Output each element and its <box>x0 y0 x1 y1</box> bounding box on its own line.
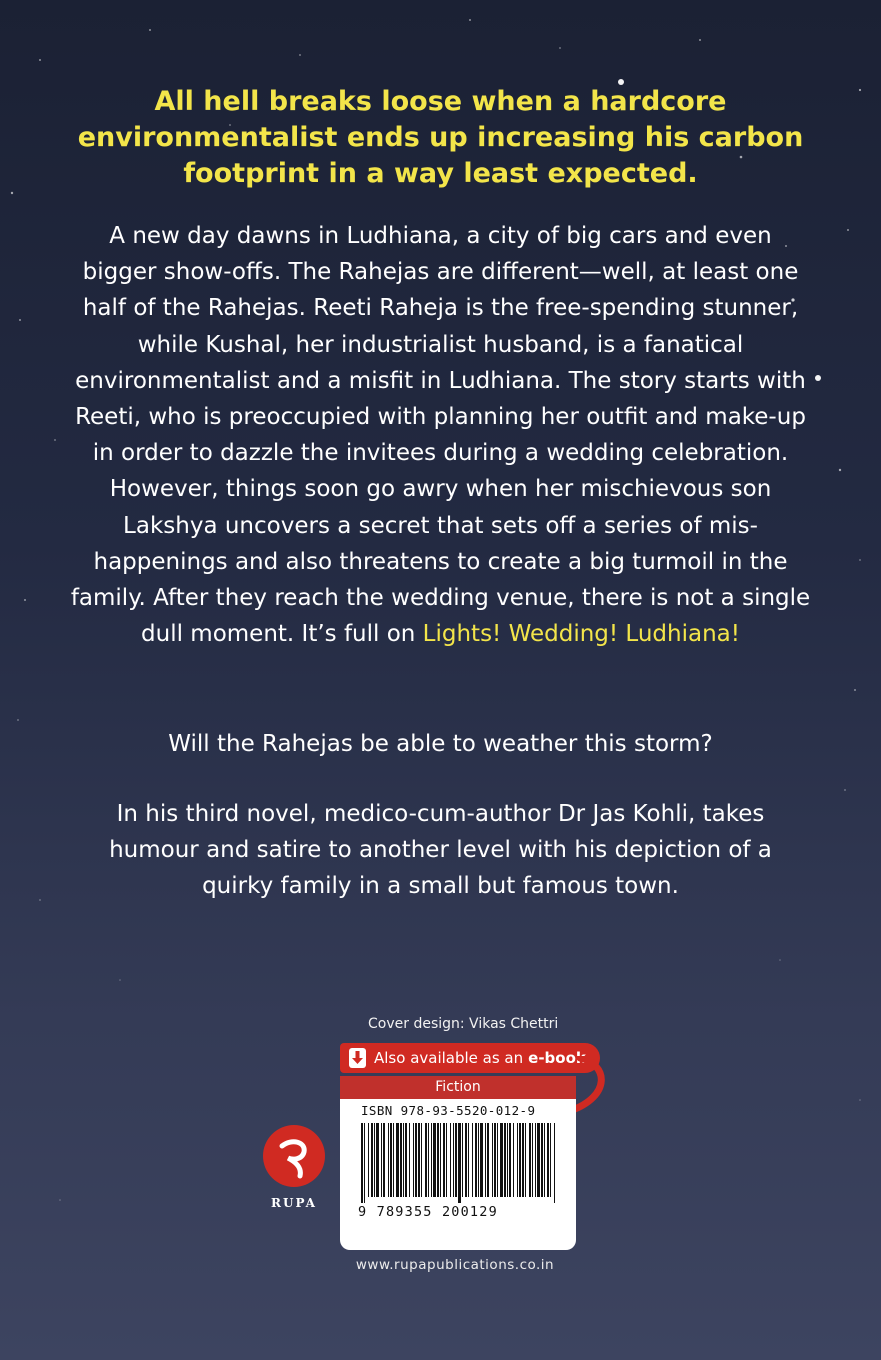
publisher-name: RUPA <box>271 1196 317 1210</box>
ebook-label-bold: e-book <box>528 1049 586 1067</box>
question-line: Will the Rahejas be able to weather this storm? <box>168 731 713 757</box>
isbn-text: ISBN 978-93-5520-012-9 <box>361 1103 536 1118</box>
author-note: In his third novel, medico-cum-author Dr Jas Kohli, takes humour and satire to another level with his depiction of a quirky family in a small but famous town. <box>109 801 772 899</box>
barcode-panel <box>340 1076 576 1250</box>
download-icon <box>349 1048 366 1068</box>
publisher-website: www.rupapublications.co.in <box>355 1257 555 1273</box>
synopsis-text: A new day dawns in Ludhiana, a city of big cars and even bigger show-offs. The Rahejas are different—well, at least one half of the Rahejas. Reeti Raheja is the free-spending stunner, while Kushal, her industrialist husband, is a fanatical environmentalist and a misfit in Ludhiana. The story starts with Reeti, who is preoccupied with planning her outfit and make-up in order to dazzle the invitees during a wedding celebration. However, things soon go awry when her mischievous son Lakshya uncovers a secret that sets off a series of mis-happenings and also threatens to create a big turmoil in the family. After they reach the wedding venue, there is not a single dull moment. It’s full on <box>70 223 811 648</box>
tagline: All hell breaks loose when a hardcore environmentalist ends up increasing his carbon footprint in a way least expected. <box>77 86 804 189</box>
cover-credit: Cover design: Vikas Chettri <box>368 1016 559 1032</box>
synopsis <box>70 218 811 652</box>
rupa-logo <box>262 1124 326 1188</box>
title-highlight: Lights! Wedding! Ludhiana! <box>422 621 740 648</box>
barcode-number: 9 789355 200129 <box>358 1204 498 1220</box>
ebook-label: Also available as an <box>374 1049 524 1067</box>
genre-label: Fiction <box>340 1076 576 1099</box>
barcode <box>361 1123 557 1203</box>
